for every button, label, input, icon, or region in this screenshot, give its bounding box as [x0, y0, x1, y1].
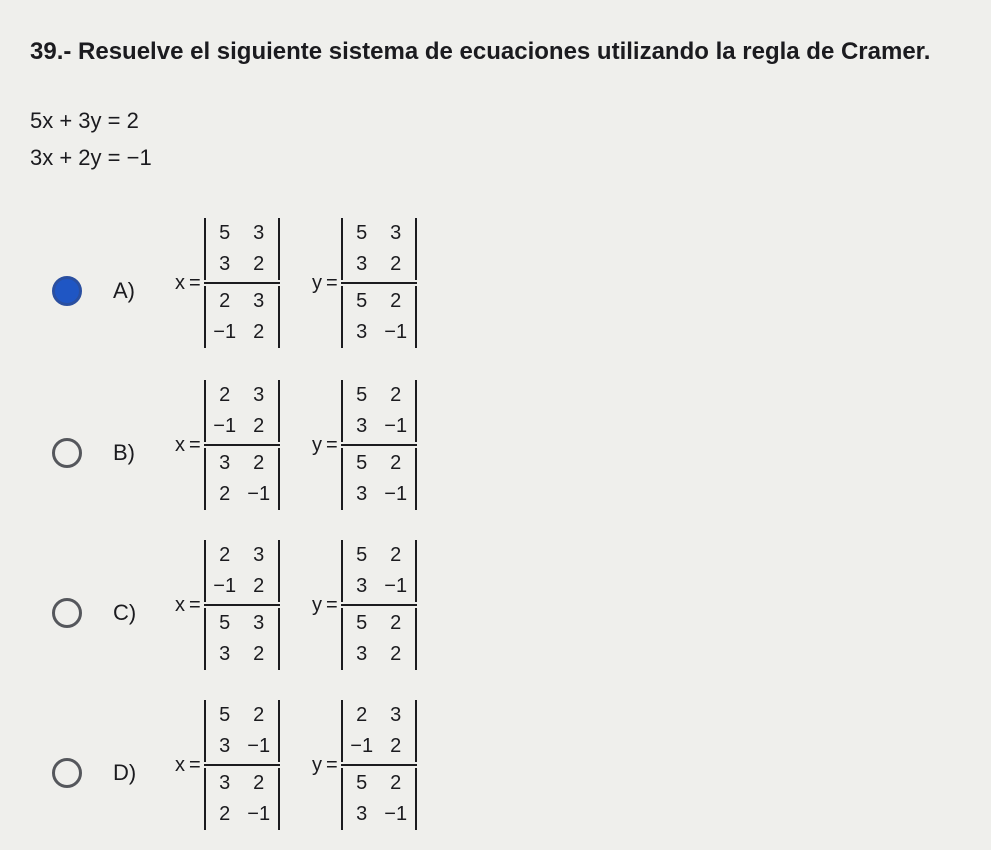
determinant-entry: 3 — [356, 803, 368, 825]
den-determinant — [204, 768, 280, 830]
determinant-row — [345, 768, 413, 799]
determinant-row — [208, 380, 276, 411]
determinant-entry: 2 — [356, 704, 368, 726]
determinant-row — [208, 639, 276, 670]
determinant-entry: −1 — [350, 735, 374, 757]
determinant-entry: 3 — [390, 222, 402, 244]
determinant-row — [345, 448, 413, 479]
determinant-entry: 5 — [219, 704, 231, 726]
determinant-row — [345, 700, 413, 731]
determinant-entry: 2 — [219, 483, 231, 505]
determinant-entry: 3 — [253, 544, 265, 566]
determinant-entry: −1 — [384, 575, 408, 597]
radio-empty-icon[interactable] — [52, 438, 82, 468]
determinant-row — [345, 731, 413, 762]
determinant-entry: 2 — [390, 544, 402, 566]
determinant-row — [208, 218, 276, 249]
determinant-row — [208, 479, 276, 510]
y-variable: y — [312, 434, 322, 456]
num-determinant — [204, 218, 280, 280]
x-fraction — [175, 380, 280, 510]
determinant-entry: 5 — [219, 612, 231, 634]
equals-sign: = — [189, 272, 201, 294]
x-fraction — [175, 218, 280, 348]
num-determinant — [204, 380, 280, 442]
determinant-entry: 3 — [253, 384, 265, 406]
option-d[interactable] — [0, 700, 991, 850]
determinant-entry: 2 — [390, 384, 402, 406]
den-determinant — [341, 608, 417, 670]
fraction-bar — [341, 444, 417, 446]
x-variable: x — [175, 594, 185, 616]
determinant-entry: 2 — [390, 290, 402, 312]
determinant-entry: 3 — [219, 452, 231, 474]
y-fraction — [312, 540, 417, 670]
determinant-row — [208, 540, 276, 571]
determinant-row — [208, 731, 276, 762]
determinant-entry: −1 — [213, 575, 237, 597]
determinant-row — [208, 571, 276, 602]
den-determinant — [341, 286, 417, 348]
determinant-entry: −1 — [384, 321, 408, 343]
determinant-entry: 2 — [253, 415, 265, 437]
determinant-entry: 2 — [253, 321, 265, 343]
determinant-entry: 2 — [219, 290, 231, 312]
equals-sign: = — [326, 434, 338, 456]
determinant-row — [208, 411, 276, 442]
determinant-row — [345, 571, 413, 602]
fraction-body — [204, 380, 280, 510]
determinant-entry: 5 — [356, 290, 368, 312]
determinant-entry: 2 — [390, 772, 402, 794]
option-letter: B) — [113, 440, 135, 465]
num-determinant — [341, 380, 417, 442]
determinant-row — [208, 448, 276, 479]
fraction-body — [204, 218, 280, 348]
determinant-entry: 5 — [356, 612, 368, 634]
equals-sign: = — [326, 594, 338, 616]
fraction-body — [341, 540, 417, 670]
question-title: 39.- Resuelve el siguiente sistema de ecuaciones utilizando la regla de Cramer. — [30, 38, 931, 65]
determinant-row — [208, 768, 276, 799]
determinant-row — [345, 540, 413, 571]
fraction-bar — [204, 282, 280, 284]
option-c[interactable] — [0, 540, 991, 690]
determinant-entry: 3 — [219, 772, 231, 794]
option-a[interactable] — [0, 218, 991, 368]
determinant-entry: 3 — [356, 575, 368, 597]
num-determinant — [341, 540, 417, 602]
determinant-row — [345, 249, 413, 280]
determinant-entry: 3 — [253, 222, 265, 244]
den-determinant — [204, 608, 280, 670]
y-variable: y — [312, 594, 322, 616]
determinant-entry: 2 — [253, 772, 265, 794]
equals-sign: = — [326, 272, 338, 294]
option-letter: C) — [113, 600, 137, 625]
determinant-entry: 3 — [356, 415, 368, 437]
fraction-bar — [204, 604, 280, 606]
equals-sign: = — [326, 754, 338, 776]
den-determinant — [204, 448, 280, 510]
num-determinant — [204, 700, 280, 762]
num-determinant — [341, 218, 417, 280]
equals-sign: = — [189, 434, 201, 456]
determinant-row — [345, 218, 413, 249]
den-determinant — [341, 448, 417, 510]
determinant-row — [345, 411, 413, 442]
equation-1: 5x + 3y = 2 — [30, 108, 139, 133]
determinant-row — [208, 799, 276, 830]
fraction-body — [341, 700, 417, 830]
fraction-bar — [204, 764, 280, 766]
determinant-entry: 2 — [253, 575, 265, 597]
equals-sign: = — [189, 594, 201, 616]
den-determinant — [204, 286, 280, 348]
num-determinant — [204, 540, 280, 602]
determinant-entry: 2 — [390, 612, 402, 634]
fraction-body — [341, 218, 417, 348]
x-variable: x — [175, 272, 185, 294]
determinant-entry: 2 — [390, 253, 402, 275]
determinant-entry: 5 — [356, 452, 368, 474]
determinant-entry: 2 — [219, 384, 231, 406]
determinant-row — [208, 317, 276, 348]
determinant-row — [345, 286, 413, 317]
determinant-entry: −1 — [384, 803, 408, 825]
determinant-row — [345, 608, 413, 639]
y-variable: y — [312, 754, 322, 776]
determinant-entry: 5 — [356, 384, 368, 406]
determinant-entry: 3 — [390, 704, 402, 726]
determinant-entry: −1 — [213, 415, 237, 437]
determinant-entry: 3 — [356, 253, 368, 275]
determinant-row — [345, 799, 413, 830]
option-letter: A) — [113, 278, 135, 303]
determinant-row — [345, 479, 413, 510]
determinant-entry: −1 — [384, 483, 408, 505]
determinant-entry: −1 — [247, 803, 271, 825]
determinant-entry: 3 — [219, 735, 231, 757]
determinant-entry: −1 — [247, 483, 271, 505]
option-letter: D) — [113, 760, 137, 785]
determinant-entry: 2 — [253, 643, 265, 665]
determinant-row — [345, 317, 413, 348]
determinant-entry: 2 — [253, 704, 265, 726]
determinant-row — [345, 639, 413, 670]
equals-sign: = — [189, 754, 201, 776]
fraction-bar — [341, 764, 417, 766]
y-fraction — [312, 380, 417, 510]
fraction-bar — [204, 444, 280, 446]
fraction-body — [204, 540, 280, 670]
x-variable: x — [175, 434, 185, 456]
determinant-entry: 2 — [253, 253, 265, 275]
radio-empty-icon[interactable] — [52, 598, 82, 628]
determinant-entry: 3 — [253, 290, 265, 312]
determinant-entry: 5 — [356, 772, 368, 794]
determinant-entry: 3 — [253, 612, 265, 634]
y-fraction — [312, 700, 417, 830]
determinant-row — [208, 608, 276, 639]
determinant-entry: 3 — [219, 643, 231, 665]
determinant-entry: 3 — [356, 483, 368, 505]
x-variable: x — [175, 754, 185, 776]
radio-empty-icon[interactable] — [52, 758, 82, 788]
fraction-bar — [341, 604, 417, 606]
determinant-entry: 2 — [390, 643, 402, 665]
determinant-entry: 5 — [356, 544, 368, 566]
fraction-bar — [341, 282, 417, 284]
determinant-entry: 3 — [356, 321, 368, 343]
radio-selected-icon[interactable] — [52, 276, 82, 306]
determinant-entry: 3 — [356, 643, 368, 665]
x-fraction — [175, 700, 280, 830]
y-variable: y — [312, 272, 322, 294]
num-determinant — [341, 700, 417, 762]
determinant-entry: −1 — [247, 735, 271, 757]
determinant-entry: 5 — [356, 222, 368, 244]
determinant-entry: 3 — [219, 253, 231, 275]
den-determinant — [341, 768, 417, 830]
determinant-entry: −1 — [213, 321, 237, 343]
determinant-row — [208, 249, 276, 280]
equation-2: 3x + 2y = −1 — [30, 145, 152, 170]
determinant-row — [345, 380, 413, 411]
x-fraction — [175, 540, 280, 670]
determinant-entry: 2 — [390, 735, 402, 757]
determinant-entry: 5 — [219, 222, 231, 244]
determinant-row — [208, 700, 276, 731]
fraction-body — [341, 380, 417, 510]
determinant-entry: 2 — [390, 452, 402, 474]
y-fraction — [312, 218, 417, 348]
determinant-entry: 2 — [219, 803, 231, 825]
option-b[interactable] — [0, 380, 991, 530]
determinant-entry: 2 — [253, 452, 265, 474]
determinant-row — [208, 286, 276, 317]
determinant-entry: 2 — [219, 544, 231, 566]
fraction-body — [204, 700, 280, 830]
determinant-entry: −1 — [384, 415, 408, 437]
